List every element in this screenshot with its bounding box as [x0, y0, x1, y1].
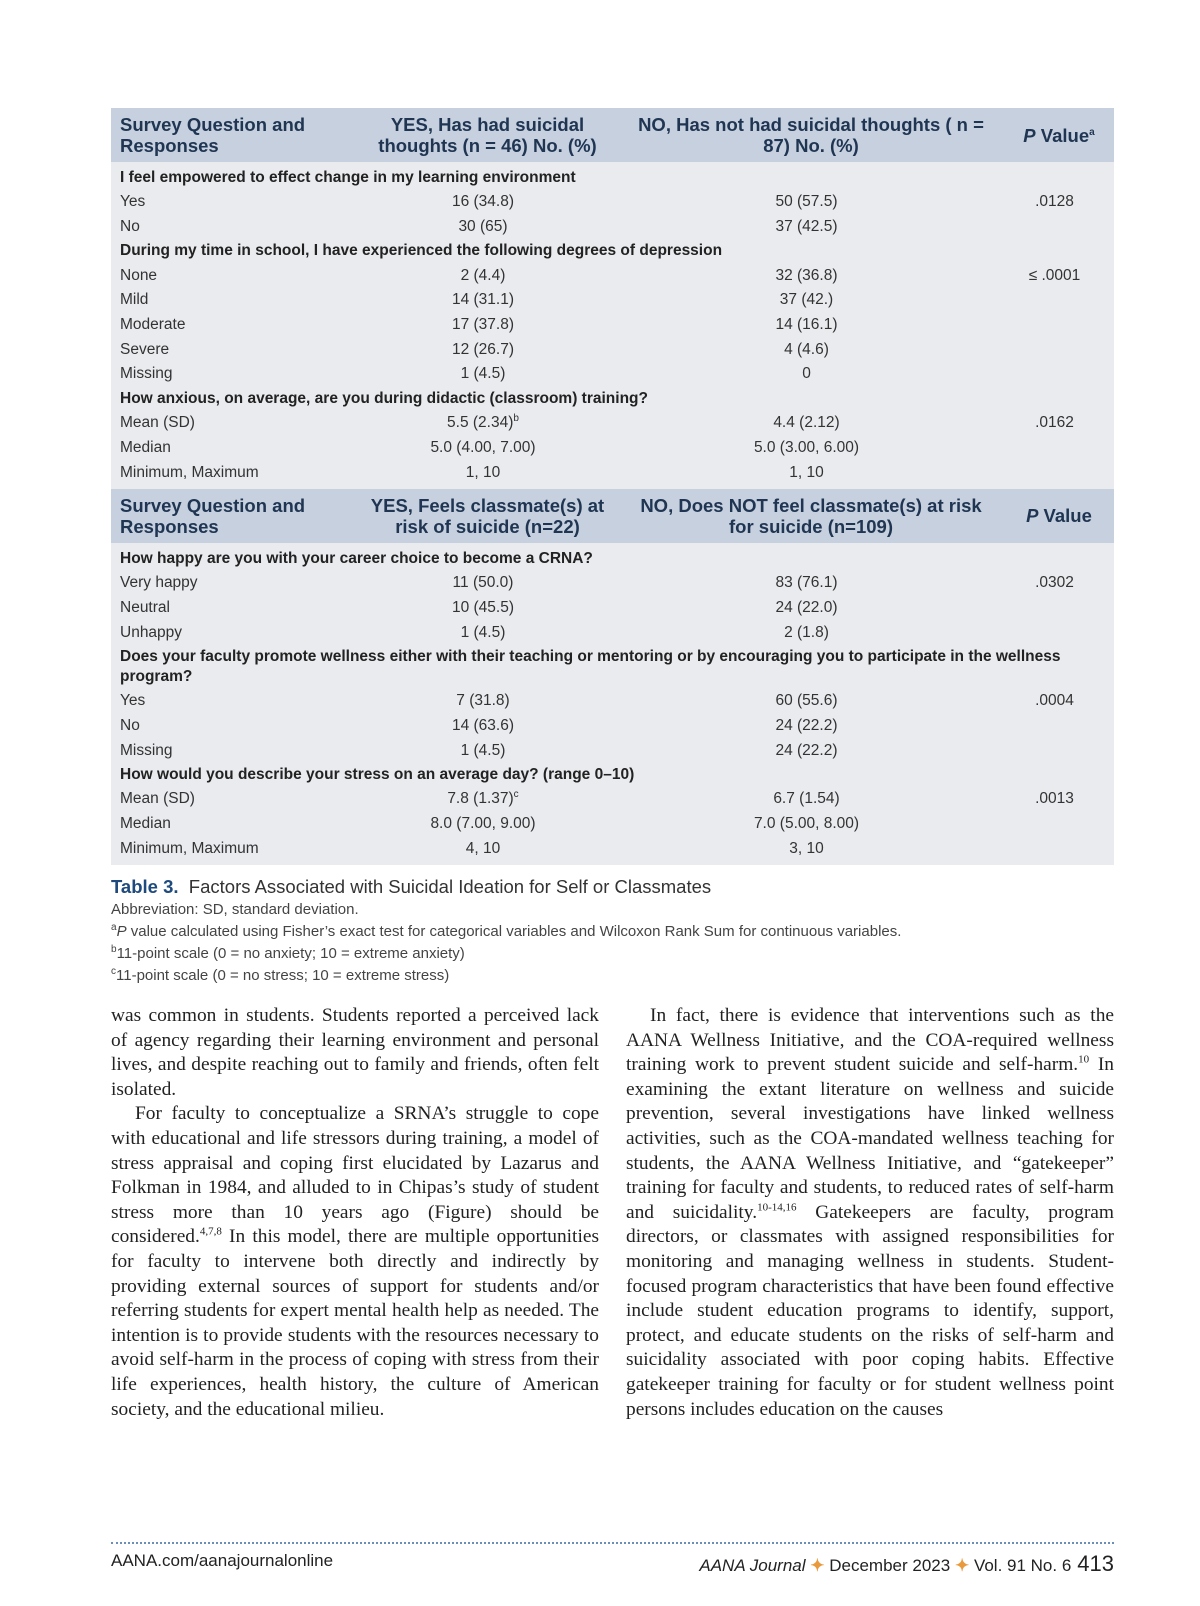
question-text: How anxious, on average, are you during didactic (classroom) training?	[120, 389, 648, 407]
table-header-row	[111, 108, 1114, 162]
p-value: .0302	[1035, 574, 1074, 592]
caption-label: Table 3.	[111, 876, 179, 898]
yes-value: 1 (4.5)	[460, 623, 506, 641]
table-row	[111, 288, 1114, 313]
response-label: Missing	[120, 741, 173, 759]
question-text: How happy are you with your career choice to become a CRNA?	[120, 549, 593, 567]
question-text: Does your faculty promote wellness either with their teaching or mentoring or by encouraging you to participate in the wellness program?	[120, 647, 1061, 685]
question-text: How would you describe your stress on an average day? (range 0–10)	[120, 766, 635, 783]
yes-value: 17 (37.8)	[451, 316, 515, 334]
question-text: I feel empowered to effect change in my learning environment	[120, 169, 576, 186]
p-value: .0013	[1035, 790, 1074, 808]
no-value: 2 (1.8)	[784, 623, 829, 641]
yes-value: 2 (4.4)	[460, 266, 506, 284]
header-cell: YES, Feels classmate(s) at risk of suicide (n=22)	[348, 489, 618, 543]
p-value	[995, 738, 1114, 763]
response-label: Very happy	[120, 574, 198, 592]
table-row	[111, 836, 1114, 861]
question-row	[111, 763, 1114, 787]
table-row	[111, 571, 1114, 596]
yes-value: 7.8 $(1.37)^c$	[447, 789, 519, 808]
question-row	[111, 239, 1114, 263]
response-label: Mean (SD)	[120, 414, 195, 432]
header-cell: P Value	[995, 489, 1114, 543]
table-row	[111, 787, 1114, 812]
question-row	[111, 645, 1114, 689]
no-value: 50 (57.5)	[775, 193, 838, 211]
table-row	[111, 738, 1114, 763]
response-label: Yes	[120, 692, 146, 710]
separator-icon: ✦	[954, 1556, 970, 1575]
response-label: Mild	[120, 291, 149, 309]
no-value: 37 (42.5)	[775, 218, 838, 236]
table-header-row	[111, 489, 1114, 543]
table-notes	[111, 899, 1114, 987]
table-row	[111, 714, 1114, 739]
p-value	[995, 714, 1114, 739]
note-c: $^c$11-point scale (0 = no stress; 10 = extreme stress)	[111, 966, 450, 985]
p-value: ≤ .0001	[1028, 266, 1081, 284]
no-value: 60 (55.6)	[775, 692, 838, 710]
table-row	[111, 215, 1114, 240]
note-b: $^b$11-point scale (0 = no anxiety; 10 = extreme anxiety)	[111, 944, 465, 963]
response-label: Median	[120, 438, 171, 456]
response-label: Yes	[120, 193, 146, 211]
no-value: 1, 10	[789, 463, 824, 481]
yes-value: 5.0 (4.00, 7.00)	[430, 438, 536, 456]
footer-rule	[111, 1542, 1114, 1544]
yes-value: 1 (4.5)	[460, 741, 506, 759]
yes-value: 12 (26.7)	[451, 340, 515, 358]
no-value: 0	[802, 365, 811, 383]
header-cell: Survey Question and Responses	[111, 489, 348, 543]
p-value	[995, 337, 1114, 362]
question-row	[111, 387, 1114, 411]
no-value: 4 (4.6)	[784, 340, 829, 358]
p-value: .0128	[1035, 193, 1074, 211]
table-row	[111, 263, 1114, 288]
table-row	[111, 190, 1114, 215]
response-label: None	[120, 266, 158, 284]
response-label: No	[120, 716, 140, 734]
table-caption	[111, 876, 1114, 898]
table-row	[111, 812, 1114, 837]
table-row	[111, 313, 1114, 338]
yes-value: 5.5 $(2.34)^b$	[447, 413, 519, 432]
response-label: Minimum, Maximum	[120, 463, 259, 481]
p-value	[995, 436, 1114, 461]
p-value	[995, 460, 1114, 485]
no-value: 24 (22.2)	[775, 741, 838, 759]
yes-value: 14 (63.6)	[451, 716, 515, 734]
table-row	[111, 436, 1114, 461]
table-block	[111, 108, 1114, 987]
header-cell: P Value$^a$	[995, 108, 1114, 162]
no-value: 24 (22.0)	[775, 598, 838, 616]
p-value	[995, 288, 1114, 313]
no-value: 24 (22.2)	[775, 716, 838, 734]
table-row	[111, 411, 1114, 436]
yes-value: 14 (31.1)	[451, 291, 515, 309]
yes-value: 4, 10	[465, 839, 501, 857]
note-abbrev: Abbreviation: SD, standard deviation.	[111, 901, 359, 919]
caption-title: Factors Associated with Suicidal Ideation for Self or Classmates	[188, 876, 712, 898]
no-value: 3, 10	[789, 839, 824, 857]
table-row	[111, 689, 1114, 714]
left-column	[111, 1004, 599, 1422]
response-label: No	[120, 218, 140, 236]
no-value: 14 (16.1)	[775, 316, 838, 334]
separator-icon: ✦	[810, 1556, 825, 1575]
yes-value: 16 (34.8)	[451, 193, 515, 211]
p-value	[995, 215, 1114, 240]
yes-value: 1 (4.5)	[460, 365, 506, 383]
note-a: $^a$P value calculated using Fisher’s exact test for categorical variables and Wilcoxon Rank Sum for continuous variables.	[111, 922, 902, 941]
yes-value: 10 (45.5)	[451, 598, 515, 616]
no-value: 4.4 (2.12)	[773, 414, 840, 432]
footer-url[interactable]: AANA.com/aanajournalonline	[111, 1551, 334, 1570]
table-row	[111, 620, 1114, 645]
header-cell: NO, Does NOT feel classmate(s) at risk for suicide (n=109)	[618, 489, 995, 543]
yes-value: 7 (31.8)	[456, 692, 510, 710]
spacer-row	[111, 861, 1114, 865]
table-row	[111, 362, 1114, 387]
response-label: Mean (SD)	[120, 790, 195, 808]
no-value: 5.0 (3.00, 6.00)	[753, 438, 860, 456]
no-value: 32 (36.8)	[775, 266, 838, 284]
table-row	[111, 460, 1114, 485]
question-text: During my time in school, I have experienced the following degrees of depression	[120, 242, 723, 260]
no-value: 37 (42.)	[779, 291, 834, 309]
p-value	[995, 812, 1114, 837]
table-row	[111, 596, 1114, 621]
response-label: Missing	[120, 365, 173, 383]
paragraph: In fact, there is evidence that interventions such as the AANA Wellness Initiative, and the COA-required wellness training work to prevent student suicide and self-harm.$^{10}$ In examining the extant literature on wellness and suicide prevention, several investigations have linked wellness activities, such as the COA-mandated wellness teaching for students, the AANA Wellness Initiative, and “gatekeeper” training for faculty and students, to reduced rates of self-harm and suicidality.$^{10-14,16}$ Gatekeepers are faculty, program directors, or classmates with assigned responsibilities for monitoring and managing wellness in students. Student-focused program characteristics that have been found effective include student education programs to identify, support, protect, and educate students on the risks of self-harm and suicidality associated with poor coping habits. Effective gatekeeper training for faculty or for student wellness point persons includes education on the causes	[626, 1005, 1114, 1420]
p-value	[995, 620, 1114, 645]
header-cell: Survey Question and Responses	[111, 108, 348, 162]
paragraph: For faculty to conceptualize a SRNA’s struggle to cope with educational and life stressors during training, a model of stress appraisal and coping first elucidated by Lazarus and Folkman in 1984, and alluded to in Chipas’s study of student stress more than 10 years ago (Figure) should be considered.$^{4,7,8}$ In this model, there are multiple opportunities for faculty to intervene both directly and indirectly by providing external sources of support for students and/or referring students for expert mental health help as needed. The intention is to provide students with the resources necessary to avoid self-harm in the process of coping with stress from their life experiences, health history, the culture of American society, and the educational milieu.	[111, 1103, 599, 1420]
header-cell: NO, Has not had suicidal thoughts ( n = 87) No. (%)	[618, 108, 995, 162]
response-label: Moderate	[120, 316, 186, 334]
header-cell: YES, Has had suicidal thoughts (n = 46) No. (%)	[348, 108, 618, 162]
page-number: 413	[1077, 1551, 1114, 1576]
yes-value: 1, 10	[465, 463, 501, 481]
question-row	[111, 547, 1114, 571]
footer-journal-info: AANA Journal ✦ December 2023 ✦ Vol. 91 No. 6 413	[699, 1551, 1114, 1576]
response-label: Neutral	[120, 598, 170, 616]
yes-value: 8.0 (7.00, 9.00)	[430, 815, 536, 833]
question-row	[111, 166, 1114, 190]
table-3	[111, 108, 1114, 865]
response-label: Minimum, Maximum	[120, 839, 259, 857]
p-value	[995, 596, 1114, 621]
response-label: Median	[120, 815, 171, 833]
response-label: Severe	[120, 340, 170, 358]
p-value: .0004	[1035, 692, 1074, 710]
yes-value: 11 (50.0)	[452, 574, 514, 592]
p-value: .0162	[1035, 414, 1074, 432]
no-value: 83 (76.1)	[775, 574, 838, 592]
p-value	[995, 313, 1114, 338]
yes-value: 30 (65)	[458, 218, 508, 236]
table-row	[111, 337, 1114, 362]
p-value	[995, 836, 1114, 861]
right-column	[626, 1004, 1114, 1422]
p-value	[995, 362, 1114, 387]
response-label: Unhappy	[120, 623, 183, 641]
no-value: 7.0 (5.00, 8.00)	[753, 815, 860, 833]
no-value: 6.7 (1.54)	[773, 790, 840, 808]
paragraph: was common in students. Students reported a perceived lack of agency regarding their learning environment and personal lives, and despite reaching out to family and friends, often felt isolated.	[111, 1005, 599, 1100]
